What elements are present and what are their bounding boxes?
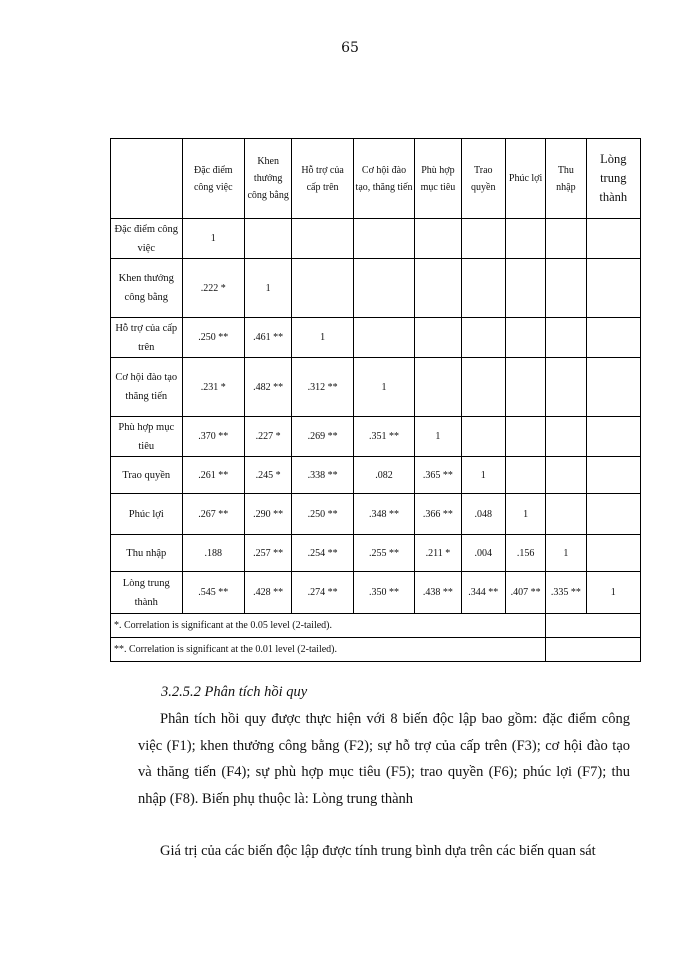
correlation-table [110, 138, 641, 662]
table-cell: .245 * [245, 457, 292, 494]
table-cell [415, 358, 461, 417]
corner-cell [111, 139, 183, 219]
table-row [111, 219, 641, 259]
page-number: 65 [341, 40, 359, 56]
table-cell: .365 ** [415, 457, 461, 494]
table-cell: .344 ** [461, 572, 505, 614]
table-cell: .312 ** [292, 358, 353, 417]
table-cell [546, 259, 586, 318]
column-header: Thu nhập [546, 139, 586, 219]
table-cell [415, 259, 461, 318]
table-row [111, 535, 641, 572]
table-cell [586, 219, 640, 259]
table-cell [292, 219, 353, 259]
table-cell [461, 318, 505, 358]
table-cell [546, 219, 586, 259]
column-header: Trao quyền [461, 139, 505, 219]
table-cell: .048 [461, 494, 505, 535]
table-cell: .004 [461, 535, 505, 572]
table-cell: 1 [182, 219, 244, 259]
table-cell [586, 457, 640, 494]
table-cell [505, 318, 545, 358]
table-cell: 1 [546, 535, 586, 572]
table-cell: .370 ** [182, 417, 244, 457]
table-cell: .290 ** [245, 494, 292, 535]
table-cell: 1 [292, 318, 353, 358]
table-cell [461, 259, 505, 318]
table-cell [505, 358, 545, 417]
table-cell: .261 ** [182, 457, 244, 494]
table-cell: .255 ** [353, 535, 414, 572]
table-row [111, 494, 641, 535]
table-cell: .335 ** [546, 572, 586, 614]
column-header: Cơ hội đào tạo, thăng tiến [353, 139, 414, 219]
table-cell [505, 457, 545, 494]
footnote-row [111, 638, 641, 662]
column-header: Phúc lợi [505, 139, 545, 219]
table-cell: .250 ** [292, 494, 353, 535]
table-cell [505, 219, 545, 259]
table-cell [461, 417, 505, 457]
table-footnote: **. Correlation is significant at the 0.01 level (2-tailed). [111, 638, 546, 662]
table-cell: .338 ** [292, 457, 353, 494]
table-cell: .438 ** [415, 572, 461, 614]
table-cell [245, 219, 292, 259]
table-row [111, 259, 641, 318]
table-cell [586, 259, 640, 318]
table-cell [415, 318, 461, 358]
table-cell: .211 * [415, 535, 461, 572]
row-label: Trao quyền [111, 457, 183, 494]
table-cell: .269 ** [292, 417, 353, 457]
table-cell [586, 318, 640, 358]
table-cell [415, 219, 461, 259]
row-label: Phúc lợi [111, 494, 183, 535]
table-row [111, 572, 641, 614]
table-row [111, 417, 641, 457]
table-cell [505, 259, 545, 318]
row-label: Cơ hội đào tạo thăng tiến [111, 358, 183, 417]
column-header: Phù hợp mục tiêu [415, 139, 461, 219]
column-header: Đặc điểm công việc [182, 139, 244, 219]
table-cell: .428 ** [245, 572, 292, 614]
table-cell: .407 ** [505, 572, 545, 614]
table-cell: .231 * [182, 358, 244, 417]
table-cell: .254 ** [292, 535, 353, 572]
table-row [111, 457, 641, 494]
table-cell [586, 535, 640, 572]
table-cell [292, 259, 353, 318]
table-cell: .482 ** [245, 358, 292, 417]
table-cell: .267 ** [182, 494, 244, 535]
table-cell: .227 * [245, 417, 292, 457]
table-row [111, 358, 641, 417]
table-cell: .082 [353, 457, 414, 494]
table-cell [546, 417, 586, 457]
table-cell [353, 219, 414, 259]
table-cell: .351 ** [353, 417, 414, 457]
table-cell [586, 417, 640, 457]
table-cell [586, 494, 640, 535]
table-cell: 1 [461, 457, 505, 494]
table-cell [546, 457, 586, 494]
table-cell [461, 219, 505, 259]
table-cell: .366 ** [415, 494, 461, 535]
footnote-row [111, 614, 641, 638]
table-cell: .156 [505, 535, 545, 572]
table-cell [505, 417, 545, 457]
table-cell [353, 318, 414, 358]
table-cell: 1 [245, 259, 292, 318]
row-label: Đặc điểm công việc [111, 219, 183, 259]
row-label: Thu nhập [111, 535, 183, 572]
table-footnote: *. Correlation is significant at the 0.05 level (2-tailed). [111, 614, 546, 638]
table-cell: .350 ** [353, 572, 414, 614]
table-header-row [111, 139, 641, 219]
table-cell: 1 [505, 494, 545, 535]
column-header: Khen thưởng công bằng [245, 139, 292, 219]
table-cell: .545 ** [182, 572, 244, 614]
table-cell [353, 259, 414, 318]
table-cell: .461 ** [245, 318, 292, 358]
empty-cell [546, 614, 641, 638]
column-header: Hỗ trợ của cấp trên [292, 139, 353, 219]
row-label: Phù hợp mục tiêu [111, 417, 183, 457]
table-cell: .257 ** [245, 535, 292, 572]
row-label: Khen thưởng công bằng [111, 259, 183, 318]
table-cell: 1 [415, 417, 461, 457]
table-cell [546, 494, 586, 535]
table-cell [461, 358, 505, 417]
table-cell: 1 [353, 358, 414, 417]
column-header: Lòng trung thành [586, 139, 640, 219]
table-cell [546, 318, 586, 358]
table-cell [546, 358, 586, 417]
paragraph: Giá trị của các biến độc lập được tính trung bình dựa trên các biến quan sát [160, 843, 596, 859]
table-cell: .274 ** [292, 572, 353, 614]
section-heading: 3.2.5.2 Phân tích hồi quy [161, 684, 308, 700]
table-cell: .222 * [182, 259, 244, 318]
table-row [111, 318, 641, 358]
row-label: Lòng trung thành [111, 572, 183, 614]
table-cell: .348 ** [353, 494, 414, 535]
table-cell [586, 358, 640, 417]
empty-cell [546, 638, 641, 662]
paragraph: Phân tích hồi quy được thực hiện với 8 biến độc lập bao gồm: đặc điểm công việc (F1); khen thưởng công bằng (F2); sự hỗ trợ của cấp trên (F3); cơ hội đào tạo và thăng tiến (F4); sự phù hợp mục tiêu (F5); trao quyền (F6); phúc lợi (F7); thu nhập (F8). Biến phụ thuộc là: Lòng trung thành [138, 711, 630, 807]
row-label: Hỗ trợ của cấp trên [111, 318, 183, 358]
table-cell: .188 [182, 535, 244, 572]
table-cell: 1 [586, 572, 640, 614]
table-cell: .250 ** [182, 318, 244, 358]
